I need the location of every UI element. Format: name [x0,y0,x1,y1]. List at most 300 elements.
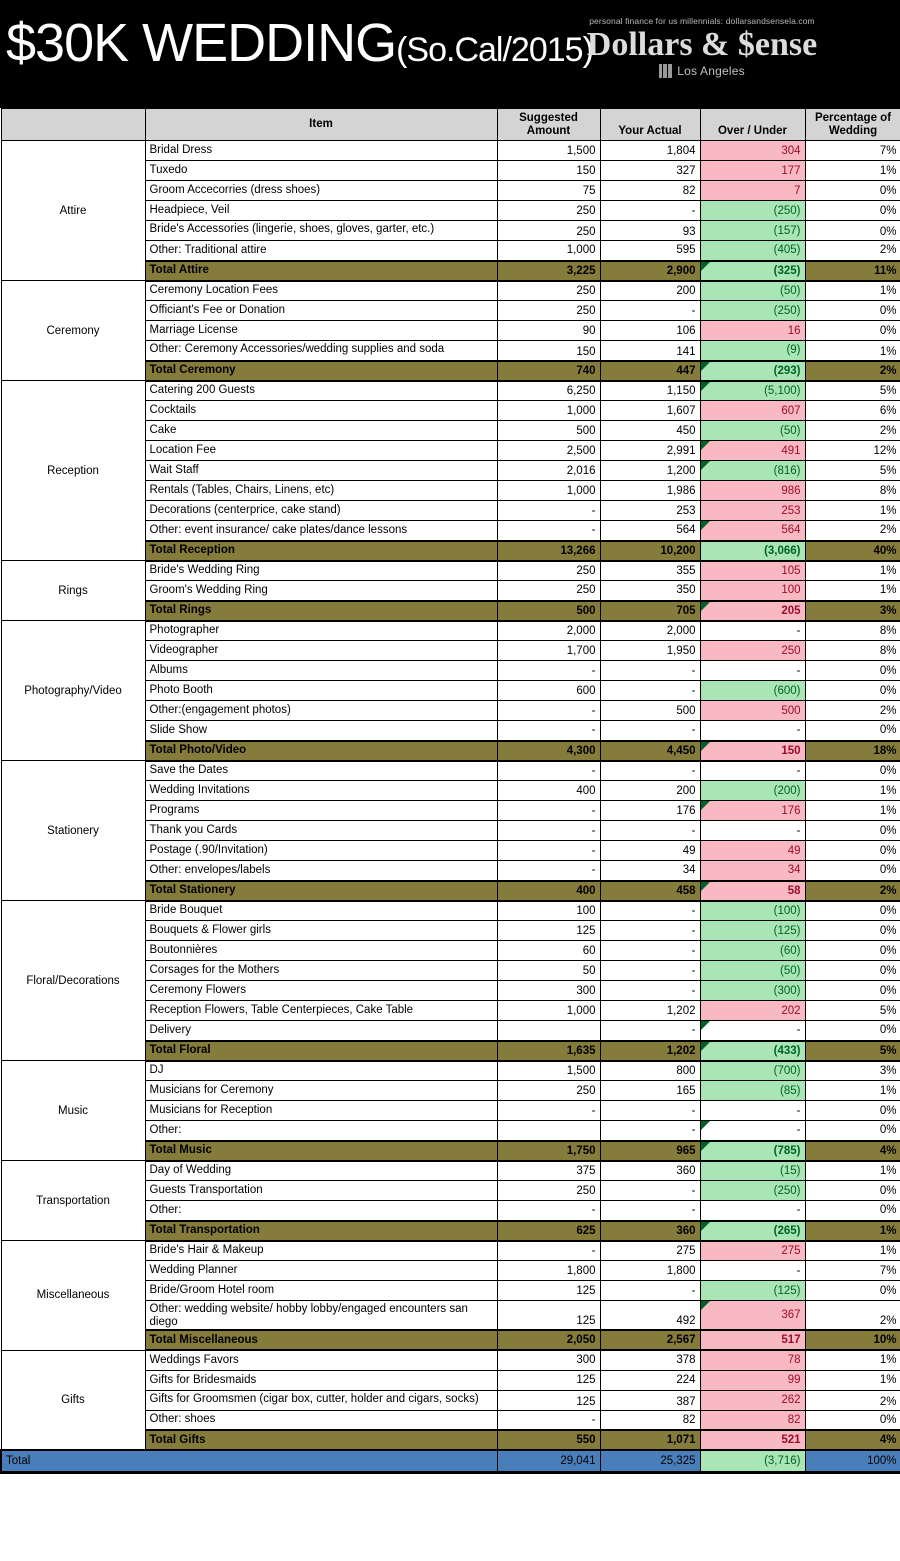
item-label: Videographer [145,641,497,661]
percentage-cell: 1% [805,581,900,601]
suggested-amount-cell: 90 [497,321,600,341]
actual-amount-cell: - [600,821,700,841]
over-under-cell: - [700,721,805,741]
actual-amount-cell: - [600,661,700,681]
percentage-cell: 0% [805,661,900,681]
percentage-cell: 0% [805,681,900,701]
column-header-your-actual [600,109,700,141]
section-total-over-under: (293) [700,361,805,381]
over-under-cell: (50) [700,281,805,301]
item-label: Day of Wedding [145,1161,497,1181]
over-under-cell: 34 [700,861,805,881]
column-header-actual-line2: Your Actual [618,124,682,137]
category-cell-photography-video: Photography/Video [1,621,145,761]
section-total-suggested: 2,050 [497,1330,600,1350]
percentage-cell: 5% [805,461,900,481]
over-under-cell: 16 [700,321,805,341]
section-total-percentage: 18% [805,741,900,761]
section-total-percentage: 10% [805,1330,900,1350]
over-under-cell: (5,100) [700,381,805,401]
column-header-percentage-of-wedding [805,109,900,141]
actual-amount-cell: 564 [600,521,700,541]
category-cell-transportation: Transportation [1,1161,145,1241]
actual-amount-cell: 200 [600,281,700,301]
percentage-cell: 1% [805,341,900,361]
over-under-cell: - [700,1201,805,1221]
actual-amount-cell: 2,000 [600,621,700,641]
suggested-amount-cell: 75 [497,181,600,201]
percentage-cell: 1% [805,1370,900,1390]
brand-name: Dollars & $ense [586,26,818,63]
column-header-category [1,109,145,141]
section-total-over-under: (325) [700,261,805,281]
table-row [1,1241,900,1261]
over-under-cell: 78 [700,1350,805,1370]
suggested-amount-cell: - [497,761,600,781]
suggested-amount-cell: 1,700 [497,641,600,661]
percentage-cell: 0% [805,1021,900,1041]
percentage-cell: 1% [805,281,900,301]
percentage-cell: 12% [805,441,900,461]
over-under-cell: 253 [700,501,805,521]
suggested-amount-cell: 600 [497,681,600,701]
percentage-cell: 0% [805,1281,900,1301]
table-row [1,761,900,781]
item-label: Reception Flowers, Table Centerpieces, Cake Table [145,1001,497,1021]
actual-amount-cell: 595 [600,241,700,261]
over-under-cell: 491 [700,441,805,461]
suggested-amount-cell: 250 [497,1181,600,1201]
column-header-suggested-line1: Suggested [519,111,578,124]
suggested-amount-cell: - [497,1201,600,1221]
actual-amount-cell: 82 [600,1410,700,1430]
actual-amount-cell: - [600,1021,700,1041]
percentage-cell: 0% [805,181,900,201]
section-total-label: Total Miscellaneous [145,1330,497,1350]
table-body [1,141,900,1473]
section-total-label: Total Stationery [145,881,497,901]
section-total-suggested: 625 [497,1221,600,1241]
suggested-amount-cell: 375 [497,1161,600,1181]
over-under-cell: - [700,621,805,641]
over-under-cell: (50) [700,421,805,441]
actual-amount-cell: 355 [600,561,700,581]
actual-amount-cell: - [600,981,700,1001]
grand-total-label: Total [1,1450,497,1472]
percentage-cell: 0% [805,321,900,341]
over-under-cell: (300) [700,981,805,1001]
percentage-cell: 1% [805,801,900,821]
percentage-cell: 0% [805,841,900,861]
item-label: Wait Staff [145,461,497,481]
over-under-cell: 100 [700,581,805,601]
actual-amount-cell: 350 [600,581,700,601]
suggested-amount-cell: 125 [497,1390,600,1410]
actual-amount-cell: 1,200 [600,461,700,481]
column-header-suggested-line2: Amount [526,124,571,137]
section-total-over-under: 205 [700,601,805,621]
section-total-over-under: 517 [700,1330,805,1350]
table-row [1,901,900,921]
percentage-cell: 5% [805,381,900,401]
item-label: Boutonnières [145,941,497,961]
suggested-amount-cell: 6,250 [497,381,600,401]
over-under-cell: (125) [700,1281,805,1301]
suggested-amount-cell: 1,000 [497,241,600,261]
over-under-cell: - [700,821,805,841]
section-total-over-under: (265) [700,1221,805,1241]
suggested-amount-cell: 150 [497,161,600,181]
category-cell-reception: Reception [1,381,145,561]
percentage-cell: 0% [805,921,900,941]
suggested-amount-cell: 1,000 [497,481,600,501]
suggested-amount-cell: 250 [497,561,600,581]
column-header-over-under [700,109,805,141]
suggested-amount-cell: 1,000 [497,1001,600,1021]
actual-amount-cell: - [600,921,700,941]
suggested-amount-cell: 250 [497,1081,600,1101]
over-under-cell: 7 [700,181,805,201]
suggested-amount-cell: 250 [497,581,600,601]
suggested-amount-cell: 150 [497,341,600,361]
page-title [6,14,593,79]
suggested-amount-cell: 125 [497,921,600,941]
section-total-actual: 2,900 [600,261,700,281]
over-under-cell: 49 [700,841,805,861]
percentage-cell: 1% [805,1081,900,1101]
over-under-cell: - [700,761,805,781]
section-total-label: Total Music [145,1141,497,1161]
section-total-actual: 965 [600,1141,700,1161]
suggested-amount-cell: - [497,841,600,861]
actual-amount-cell: - [600,1201,700,1221]
item-label: Decorations (centerprice, cake stand) [145,501,497,521]
item-label: Bridal Dress [145,141,497,161]
actual-amount-cell: - [600,761,700,781]
section-total-percentage: 4% [805,1141,900,1161]
section-total-actual: 4,450 [600,741,700,761]
item-label: Other: shoes [145,1410,497,1430]
page-title-sub: (So.Cal/2015) [396,31,593,69]
item-label: Groom's Wedding Ring [145,581,497,601]
section-total-label: Total Transportation [145,1221,497,1241]
item-label: Catering 200 Guests [145,381,497,401]
item-label: Other: [145,1201,497,1221]
category-cell-stationery: Stationery [1,761,145,901]
section-total-over-under: (433) [700,1041,805,1061]
actual-amount-cell: - [600,681,700,701]
item-label: Other: [145,1121,497,1141]
actual-amount-cell: 327 [600,161,700,181]
over-under-cell: - [700,1021,805,1041]
percentage-cell: 2% [805,1390,900,1410]
percentage-cell: 1% [805,1161,900,1181]
over-under-cell: - [700,1261,805,1281]
actual-amount-cell: 1,986 [600,481,700,501]
actual-amount-cell: 34 [600,861,700,881]
over-under-cell: 275 [700,1241,805,1261]
suggested-amount-cell: 125 [497,1281,600,1301]
section-total-label: Total Photo/Video [145,741,497,761]
actual-amount-cell: 450 [600,421,700,441]
actual-amount-cell: 49 [600,841,700,861]
percentage-cell: 0% [805,1101,900,1121]
percentage-cell: 0% [805,1201,900,1221]
over-under-cell: 176 [700,801,805,821]
category-cell-floral-decorations: Floral/Decorations [1,901,145,1061]
percentage-cell: 0% [805,1121,900,1141]
section-total-actual: 458 [600,881,700,901]
percentage-cell: 3% [805,1061,900,1081]
item-label: Save the Dates [145,761,497,781]
item-label: Bride's Accessories (lingerie, shoes, gloves, garter, etc.) [145,221,497,241]
item-label: Gifts for Bridesmaids [145,1370,497,1390]
actual-amount-cell: - [600,1281,700,1301]
item-label: Officiant's Fee or Donation [145,301,497,321]
suggested-amount-cell: 400 [497,781,600,801]
percentage-cell: 2% [805,421,900,441]
percentage-cell: 7% [805,141,900,161]
over-under-cell: (125) [700,921,805,941]
section-total-label: Total Attire [145,261,497,281]
over-under-cell: 986 [700,481,805,501]
brand-logo [552,16,852,78]
column-header-pct-line2: Wedding [828,124,878,137]
actual-amount-cell: 360 [600,1161,700,1181]
column-header-over-line1 [705,112,801,125]
section-total-suggested: 740 [497,361,600,381]
suggested-amount-cell: 250 [497,221,600,241]
item-label: Musicians for Ceremony [145,1081,497,1101]
section-total-percentage: 3% [805,601,900,621]
item-label: Cake [145,421,497,441]
over-under-cell: 82 [700,1410,805,1430]
over-under-cell: (250) [700,1181,805,1201]
column-header-item: Item [145,109,497,141]
percentage-cell: 0% [805,941,900,961]
section-total-suggested: 1,635 [497,1041,600,1061]
item-label: Tuxedo [145,161,497,181]
section-total-label: Total Reception [145,541,497,561]
table-row [1,141,900,161]
suggested-amount-cell: 60 [497,941,600,961]
over-under-cell: (100) [700,901,805,921]
item-label: Wedding Planner [145,1261,497,1281]
section-total-percentage: 11% [805,261,900,281]
item-label: Other: event insurance/ cake plates/dance lessons [145,521,497,541]
section-total-label: Total Ceremony [145,361,497,381]
suggested-amount-cell: 2,000 [497,621,600,641]
actual-amount-cell: - [600,1121,700,1141]
over-under-cell: (60) [700,941,805,961]
actual-amount-cell: 106 [600,321,700,341]
percentage-cell: 0% [805,861,900,881]
over-under-cell: 99 [700,1370,805,1390]
actual-amount-cell: - [600,941,700,961]
percentage-cell: 2% [805,1301,900,1331]
item-label: Ceremony Flowers [145,981,497,1001]
percentage-cell: 0% [805,221,900,241]
section-total-label: Total Floral [145,1041,497,1061]
item-label: Other: envelopes/labels [145,861,497,881]
table-header [1,109,900,141]
section-total-percentage: 1% [805,1221,900,1241]
actual-amount-cell: 1,950 [600,641,700,661]
over-under-cell: (250) [700,301,805,321]
item-label: Other: wedding website/ hobby lobby/engaged encounters san diego [145,1301,497,1331]
table-row [1,1350,900,1370]
section-total-suggested: 400 [497,881,600,901]
actual-amount-cell: - [600,1181,700,1201]
item-label: Slide Show [145,721,497,741]
percentage-cell: 0% [805,301,900,321]
over-under-cell: 304 [700,141,805,161]
suggested-amount-cell: 1,000 [497,401,600,421]
over-under-cell: 564 [700,521,805,541]
section-total-actual: 360 [600,1221,700,1241]
suggested-amount-cell: 250 [497,301,600,321]
section-total-suggested: 4,300 [497,741,600,761]
suggested-amount-cell: - [497,521,600,541]
actual-amount-cell: - [600,961,700,981]
item-label: Other: Ceremony Accessories/wedding supplies and soda [145,341,497,361]
item-label: Corsages for the Mothers [145,961,497,981]
column-header-suggested-amount [497,109,600,141]
percentage-cell: 1% [805,1350,900,1370]
actual-amount-cell: 176 [600,801,700,821]
brand-tagline: personal finance for us millennials: dollarsandsensela.com [589,16,815,26]
suggested-amount-cell: 50 [497,961,600,981]
actual-amount-cell: 1,202 [600,1001,700,1021]
percentage-cell: 5% [805,1001,900,1021]
percentage-cell: 0% [805,721,900,741]
actual-amount-cell: - [600,201,700,221]
section-total-percentage: 2% [805,881,900,901]
actual-amount-cell: - [600,901,700,921]
table-row [1,381,900,401]
grand-total-suggested: 29,041 [497,1450,600,1472]
grand-total-actual: 25,325 [600,1450,700,1472]
percentage-cell: 6% [805,401,900,421]
header-row [1,109,900,141]
suggested-amount-cell: 1,500 [497,141,600,161]
percentage-cell: 0% [805,981,900,1001]
percentage-cell: 8% [805,641,900,661]
item-label: Photo Booth [145,681,497,701]
category-cell-rings: Rings [1,561,145,621]
percentage-cell: 1% [805,1241,900,1261]
section-total-suggested: 500 [497,601,600,621]
section-total-actual: 10,200 [600,541,700,561]
over-under-cell: (157) [700,221,805,241]
item-label: Bride/Groom Hotel room [145,1281,497,1301]
item-label: Thank you Cards [145,821,497,841]
actual-amount-cell: 378 [600,1350,700,1370]
item-label: Groom Accecorries (dress shoes) [145,181,497,201]
section-total-label: Total Gifts [145,1430,497,1450]
column-header-pct-line1: Percentage of [814,111,892,124]
section-total-suggested: 3,225 [497,261,600,281]
actual-amount-cell: - [600,721,700,741]
actual-amount-cell: 165 [600,1081,700,1101]
percentage-cell: 1% [805,501,900,521]
section-total-over-under: 521 [700,1430,805,1450]
percentage-cell: 1% [805,561,900,581]
actual-amount-cell: 387 [600,1390,700,1410]
percentage-cell: 7% [805,1261,900,1281]
actual-amount-cell: 224 [600,1370,700,1390]
over-under-cell: 105 [700,561,805,581]
over-under-cell: (700) [700,1061,805,1081]
item-label: Photographer [145,621,497,641]
actual-amount-cell: 2,991 [600,441,700,461]
section-total-suggested: 13,266 [497,541,600,561]
actual-amount-cell: 93 [600,221,700,241]
item-label: Delivery [145,1021,497,1041]
suggested-amount-cell: 2,500 [497,441,600,461]
suggested-amount-cell: - [497,701,600,721]
item-label: Albums [145,661,497,681]
suggested-amount-cell: 125 [497,1301,600,1331]
over-under-cell: 367 [700,1301,805,1331]
percentage-cell: 1% [805,161,900,181]
over-under-cell: (200) [700,781,805,801]
percentage-cell: 0% [805,901,900,921]
section-total-over-under: 150 [700,741,805,761]
item-label: Weddings Favors [145,1350,497,1370]
suggested-amount-cell: 1,800 [497,1261,600,1281]
item-label: Bride's Hair & Makeup [145,1241,497,1261]
table-row [1,621,900,641]
item-label: Rentals (Tables, Chairs, Linens, etc) [145,481,497,501]
actual-amount-cell: 800 [600,1061,700,1081]
over-under-cell: - [700,1101,805,1121]
item-label: Other:(engagement photos) [145,701,497,721]
percentage-cell: 8% [805,481,900,501]
over-under-cell: 202 [700,1001,805,1021]
section-total-percentage: 40% [805,541,900,561]
category-cell-gifts: Gifts [1,1350,145,1450]
actual-amount-cell: 500 [600,701,700,721]
over-under-cell: 262 [700,1390,805,1410]
percentage-cell: 0% [805,1181,900,1201]
actual-amount-cell: - [600,1101,700,1121]
suggested-amount-cell: - [497,1241,600,1261]
section-total-over-under: (3,066) [700,541,805,561]
actual-amount-cell: 141 [600,341,700,361]
over-under-cell: (405) [700,241,805,261]
item-label: Bride Bouquet [145,901,497,921]
category-cell-ceremony: Ceremony [1,281,145,381]
suggested-amount-cell: - [497,821,600,841]
grand-total-over-under: (3,716) [700,1450,805,1472]
over-under-cell: (15) [700,1161,805,1181]
grand-total-percentage: 100% [805,1450,900,1472]
suggested-amount-cell: - [497,501,600,521]
percentage-cell: 1% [805,781,900,801]
section-total-label: Total Rings [145,601,497,621]
section-total-actual: 2,567 [600,1330,700,1350]
actual-amount-cell: 492 [600,1301,700,1331]
suggested-amount-cell: 300 [497,1350,600,1370]
suggested-amount-cell: - [497,661,600,681]
suggested-amount-cell: - [497,801,600,821]
suggested-amount-cell: - [497,721,600,741]
actual-amount-cell: 275 [600,1241,700,1261]
section-total-percentage: 5% [805,1041,900,1061]
percentage-cell: 2% [805,521,900,541]
suggested-amount-cell: 125 [497,1370,600,1390]
